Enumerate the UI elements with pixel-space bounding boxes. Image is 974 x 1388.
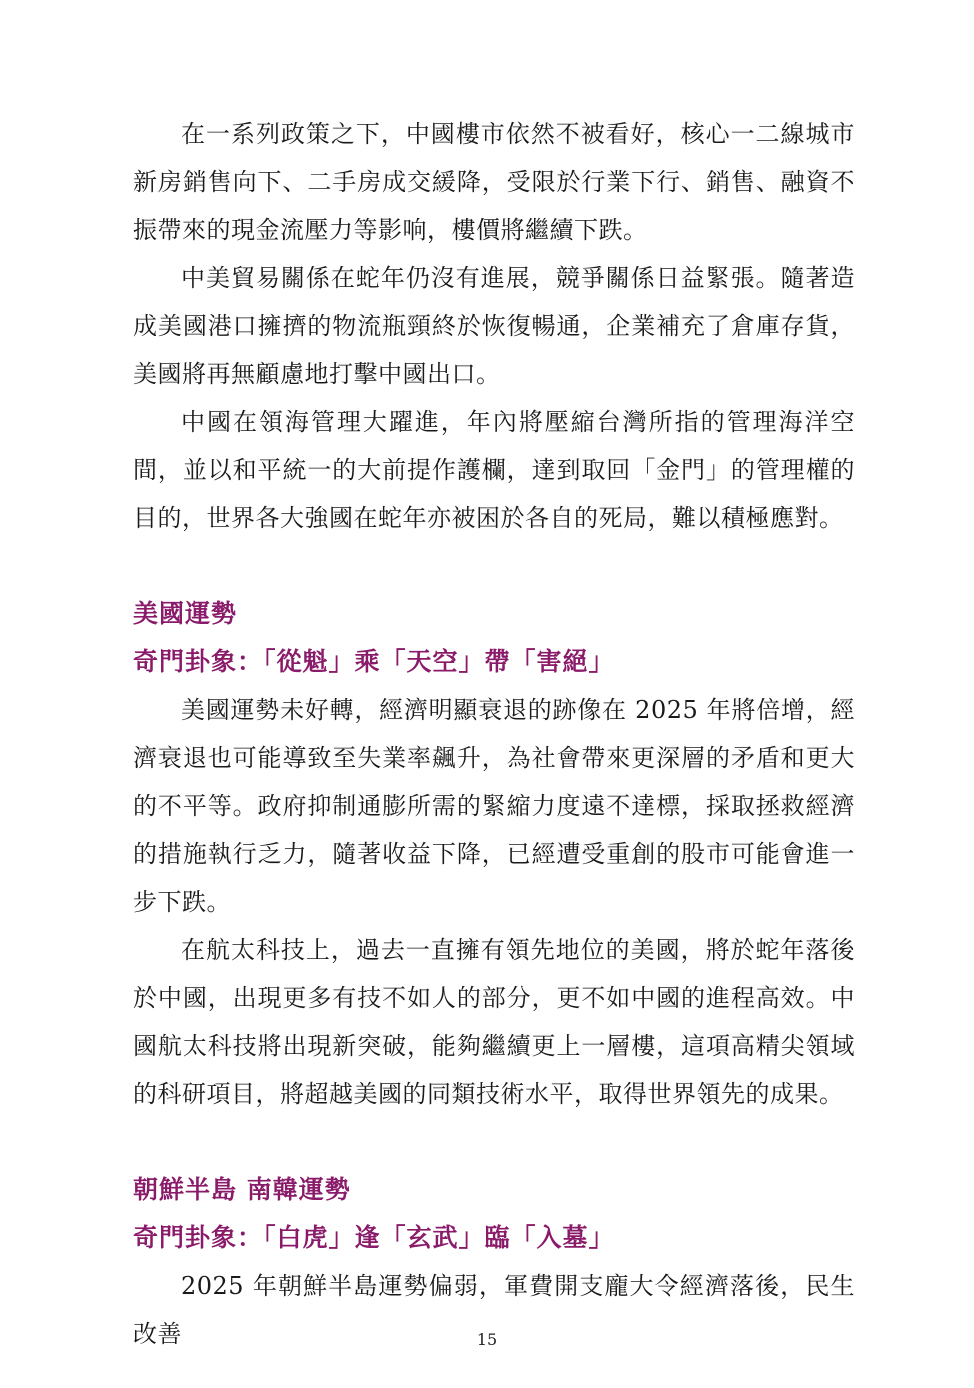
section-spacer — [133, 542, 855, 590]
section-spacer — [133, 1118, 855, 1166]
section-title-usa: 美國運勢 — [133, 599, 238, 628]
section-subtitle-korea: 奇門卦象：「白虎」逢「玄武」臨「入墓」 — [133, 1223, 615, 1252]
page-number: 15 — [476, 1330, 498, 1349]
paragraph-us-china-trade: 中美貿易關係在蛇年仍沒有進展，競爭關係日益緊張。隨著造成美國港口擁擠的物流瓶頸終於恢復暢通，企業補充了倉庫存貨，美國將再無顧慮地打擊中國出口。 — [133, 264, 855, 388]
section-title-korea: 朝鮮半島 南韓運勢 — [133, 1175, 351, 1204]
paragraph-us-economy: 美國運勢未好轉，經濟明顯衰退的跡像在 2025 年將倍增，經濟衰退也可能導致至失業率飆升，為社會帶來更深層的矛盾和更大的不平等。政府抑制通膨所需的緊縮力度遠不達標，採取拯救經濟的措施執行乏力，隨著收益下降，已經遭受重創的股市可能會進一步下跌。 — [133, 696, 855, 916]
paragraph-us-aerospace: 在航太科技上，過去一直擁有領先地位的美國，將於蛇年落後於中國，出現更多有技不如人的部分，更不如中國的進程高效。中國航太科技將出現新突破，能夠繼續更上一層樓，這項高精尖領域的科研項目，將超越美國的同類技術水平，取得世界領先的成果。 — [133, 936, 855, 1108]
section-subtitle-usa: 奇門卦象：「從魁」乘「天空」帶「害絕」 — [133, 647, 615, 676]
paragraph-china-property: 在一系列政策之下，中國樓市依然不被看好，核心一二線城市新房銷售向下、二手房成交緩降，受限於行業下行、銷售、融資不振帶來的現金流壓力等影响，樓價將繼續下跌。 — [133, 120, 855, 244]
paragraph-maritime-management: 中國在領海管理大躍進，年內將壓縮台灣所指的管理海洋空間，並以和平統一的大前提作護欄，達到取回「金門」的管理權的目的，世界各大強國在蛇年亦被困於各自的死局，難以積極應對。 — [133, 408, 855, 532]
paragraph-korea-outlook: 2025 年朝鮮半島運勢偏弱，軍費開支龐大令經濟落後，民生改善 — [133, 1272, 855, 1348]
page-content — [133, 110, 855, 1358]
